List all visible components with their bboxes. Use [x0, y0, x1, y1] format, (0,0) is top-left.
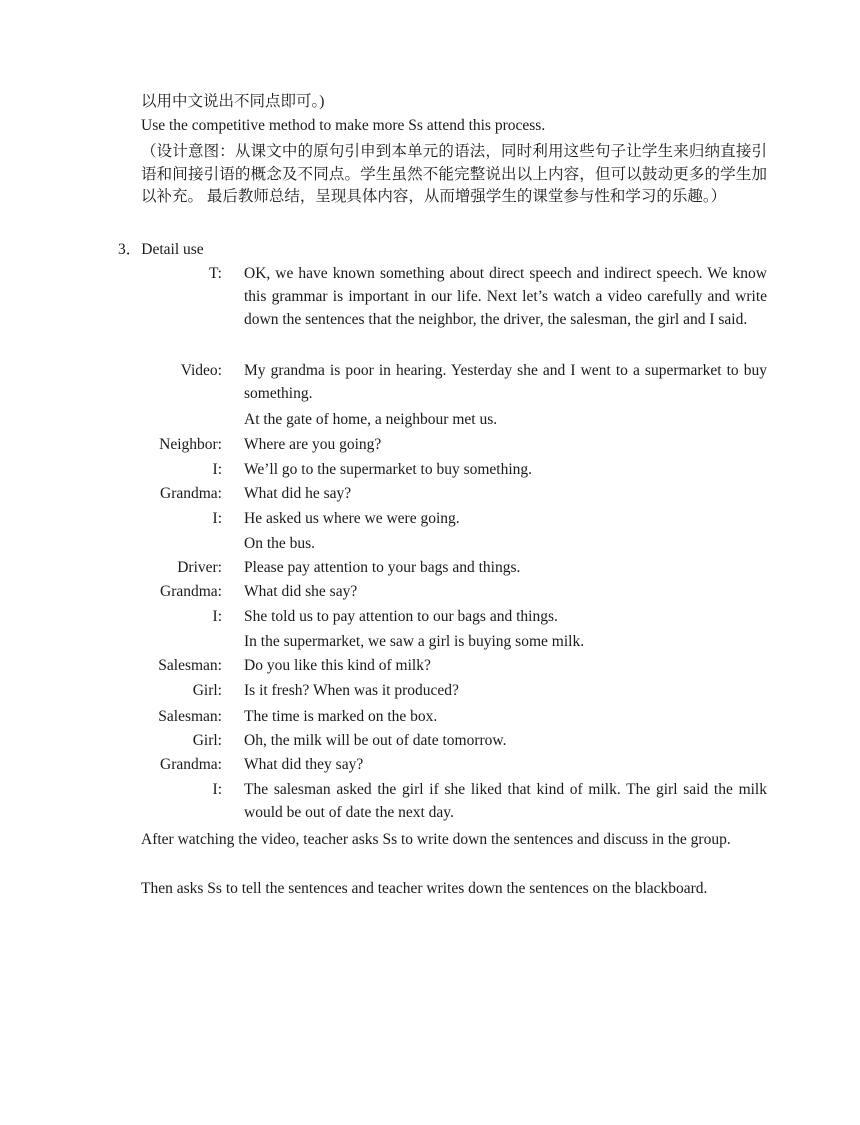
- speech-text: He asked us where we were going.: [244, 510, 460, 527]
- speech-text: The salesman asked the girl if she liked that kind of milk. The girl said the milk would be out of date the next day.: [244, 781, 767, 821]
- speech-text: What did she say?: [244, 583, 358, 600]
- intro-line-2: Use the competitive method to make more Ss attend this process.: [141, 117, 546, 134]
- speaker-label: I:: [212, 608, 222, 625]
- speech-text: The time is marked on the box.: [244, 708, 438, 725]
- speech-text: Do you like this kind of milk?: [244, 657, 431, 674]
- speech-text: Oh, the milk will be out of date tomorrow.: [244, 732, 507, 749]
- speech-text: We’ll go to the supermarket to buy something.: [244, 461, 533, 478]
- speaker-label: Girl:: [192, 732, 222, 749]
- intro-line-1: 以用中文说出不同点即可。): [141, 93, 325, 110]
- speech-text: OK, we have known something about direct speech and indirect speech. We know this grammar is important in our life. Next let’s watch a video carefully and write down the sentences that the neighbor, the driver, the salesman, the girl and I said.: [244, 265, 767, 328]
- speaker-label: Girl:: [192, 682, 222, 699]
- speech-text: In the supermarket, we saw a girl is buying some milk.: [244, 633, 585, 650]
- speaker-label: I:: [212, 461, 222, 478]
- speech-text: Please pay attention to your bags and things.: [244, 559, 521, 576]
- speech-text: What did they say?: [244, 756, 364, 773]
- speech-text: What did he say?: [244, 485, 352, 502]
- speaker-label: Salesman:: [158, 708, 222, 725]
- speaker-label: Grandma:: [160, 583, 222, 600]
- speaker-label: Salesman:: [158, 657, 222, 674]
- speaker-label: I:: [212, 510, 222, 527]
- speaker-label: Video:: [180, 362, 222, 379]
- speech-text: Is it fresh? When was it produced?: [244, 682, 459, 699]
- outro-paragraph-1: After watching the video, teacher asks Ss to write down the sentences and discuss in the group.: [141, 831, 731, 848]
- section-title: Detail use: [141, 241, 204, 258]
- speech-text: On the bus.: [244, 535, 316, 552]
- speaker-label: Driver:: [177, 559, 222, 576]
- speaker-label: T:: [208, 265, 222, 282]
- section-number: 3．: [118, 241, 142, 258]
- speaker-label: Grandma:: [160, 485, 222, 502]
- section-heading: [118, 241, 204, 259]
- speech-text: At the gate of home, a neighbour met us.: [244, 411, 498, 428]
- speech-text: Where are you going?: [244, 436, 382, 453]
- speech-text: My grandma is poor in hearing. Yesterday she and I went to a supermarket to buy something.: [244, 362, 767, 402]
- speaker-label: I:: [212, 781, 222, 798]
- speech-text: She told us to pay attention to our bags and things.: [244, 608, 558, 625]
- speaker-label: Grandma:: [160, 756, 222, 773]
- speaker-label: Neighbor:: [159, 436, 222, 453]
- outro-paragraph-2: Then asks Ss to tell the sentences and teacher writes down the sentences on the blackboard.: [141, 880, 708, 897]
- design-intent-paragraph: （设计意图：从课文中的原句引申到本单元的语法，同时利用这些句子让学生来归纳直接引语和间接引语的概念及不同点。学生虽然不能完整说出以上内容，但可以鼓动更多的学生加以补充。 最后教师总结，呈现具体内容，从而增强学生的课堂参与性和学习的乐趣。）: [141, 143, 767, 205]
